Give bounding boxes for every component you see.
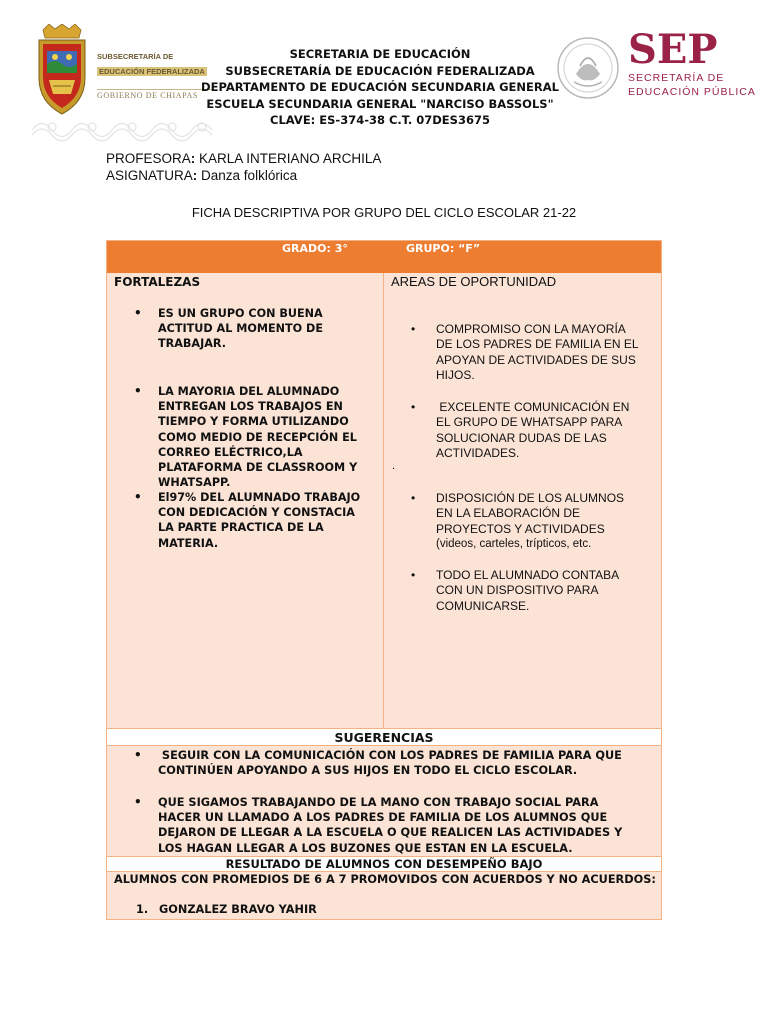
alumno-name: GONZALEZ BRAVO YAHIR <box>159 903 317 916</box>
area-item-1 <box>436 322 656 383</box>
fortaleza-2-line-2: ENTREGAN LOS TRABAJOS EN <box>158 400 343 414</box>
area-4-line-1: • TODO EL ALUMNADO CONTABA <box>436 568 620 582</box>
school-header <box>190 46 570 129</box>
grupo-label: GRUPO: “F” <box>406 242 481 255</box>
area-1-line-1: • COMPROMISO CON LA MAYORÍA <box>436 322 626 336</box>
header-line-5: CLAVE: ES-374-38 C.T. 07DES3675 <box>270 113 490 128</box>
areas-title: AREAS DE OPORTUNIDAD <box>391 274 557 289</box>
header-line-1: SECRETARIA DE EDUCACIÓN <box>289 47 471 61</box>
fortaleza-3-line-3: LA PARTE PRACTICA DE LA <box>158 521 324 535</box>
fortaleza-3-line-1: • El97% DEL ALUMNADO TRABAJO <box>158 491 361 504</box>
resultado-text: ALUMNOS CON PROMEDIOS DE 6 A 7 PROMOVIDOS CON ACUERDOS Y NO ACUERDOS: <box>114 873 656 886</box>
left-logo-line-3: GOBIERNO DE CHIAPAS <box>97 89 212 100</box>
sugerencia-1-line-1: • SEGUIR CON LA COMUNICACIÓN CON LOS PADRES DE FAMILIA PARA QUE <box>158 749 622 762</box>
area-item-4 <box>436 568 656 614</box>
header-line-2: SUBSECRETARÍA DE EDUCACIÓN FEDERALIZADA <box>225 63 535 78</box>
area-2-line-1: • EXCELENTE COMUNICACIÓN EN <box>436 400 630 414</box>
fortaleza-3-line-4: MATERIA. <box>158 536 219 550</box>
fortaleza-2-line-3: TIEMPO Y FORMA UTILIZANDO <box>158 415 349 429</box>
subject-label: ASIGNATURA <box>106 168 193 183</box>
header-line-3: DEPARTAMENTO DE EDUCACIÓN SECUNDARIA GENERAL <box>201 80 559 95</box>
fortaleza-1-line-1: • ES UN GRUPO CON BUENA <box>158 307 323 320</box>
mexico-national-seal-icon <box>556 36 620 100</box>
sugerencia-item-2 <box>158 795 654 856</box>
fortaleza-2-line-5: CORREO ELÉCTRICO,LA <box>158 445 303 459</box>
area-3-line-2: EN LA ELABORACIÓN DE <box>436 506 581 521</box>
fortaleza-2-line-4: COMO MEDIO DE RECEPCIÓN EL <box>158 430 357 444</box>
subject-value: Danza folklórica <box>201 168 298 183</box>
area-2-line-2: EL GRUPO DE WHATSAPP PARA <box>436 415 623 430</box>
area-item-2 <box>436 400 656 461</box>
sugerencia-2-line-1: • QUE SIGAMOS TRABAJANDO DE LA MANO CON TRABAJO SOCIAL PARA <box>158 796 599 809</box>
area-2-line-3: SOLUCIONAR DUDAS DE LAS <box>436 430 607 445</box>
left-logo-line-1: SUBSECRETARÍA DE <box>97 52 174 61</box>
left-logo-line-2: EDUCACIÓN FEDERALIZADA <box>99 67 205 76</box>
teacher-value: KARLA INTERIANO ARCHILA <box>199 151 382 166</box>
area-4-line-3: COMUNICARSE. <box>436 598 530 613</box>
document-title: FICHA DESCRIPTIVA POR GRUPO DEL CICLO ESCOLAR 21-22 <box>191 205 577 220</box>
grado-label: GRADO: 3° <box>282 242 348 255</box>
fortaleza-2-line-6: PLATAFORMA DE CLASSROOM Y <box>158 461 358 475</box>
alumno-number: 1. <box>136 903 149 916</box>
fortaleza-2-line-1: • LA MAYORIA DEL ALUMNADO <box>158 385 340 398</box>
sugerencia-2-line-3: DEJARON DE LLEGAR A LA ESCUELA O QUE REALICEN LAS ACTIVIDADES Y <box>158 826 623 840</box>
fortaleza-2-line-7: WHATSAPP. <box>158 476 231 490</box>
area-2-line-4: ACTIVIDADES. <box>436 445 520 460</box>
sugerencia-2-line-2: HACER UN LLAMADO A LOS PADRES DE FAMILIA DE LOS ALUMNOS QUE <box>158 811 608 825</box>
area-4-line-2: CON UN DISPOSITIVO PARA <box>436 583 599 598</box>
stray-dot: . <box>392 460 396 472</box>
resultado-title: RESULTADO DE ALUMNOS CON DESEMPEÑO BAJO <box>106 856 662 872</box>
fortaleza-item-1 <box>158 306 373 352</box>
alumno-item <box>136 903 317 916</box>
area-1-line-3: APOYAN DE ACTIVIDADES DE SUS <box>436 352 636 367</box>
sep-logo-line-1: SECRETARÍA DE <box>628 72 725 84</box>
sugerencia-2-line-4: LOS HAGAN LLEGAR A LOS BUZONES QUE ESTAN EN LA ESCUELA. <box>158 841 573 855</box>
sep-logo-line-2: EDUCACIÓN PÚBLICA <box>628 86 756 98</box>
fortaleza-3-line-2: CON DEDICACIÓN Y CONSTACIA <box>158 506 355 520</box>
fortaleza-item-2 <box>158 384 373 490</box>
table-header-row <box>106 240 662 273</box>
teacher-line: PROFESORA: KARLA INTERIANO ARCHILA <box>106 151 382 166</box>
area-item-3 <box>436 491 656 552</box>
sep-logo <box>628 26 758 98</box>
sugerencias-title: SUGERENCIAS <box>106 728 662 746</box>
area-1-line-2: DE LOS PADRES DE FAMILIA EN EL <box>436 337 639 352</box>
teacher-label: PROFESORA <box>106 151 191 166</box>
subject-line: ASIGNATURA: Danza folklórica <box>106 168 298 183</box>
area-3-note: (videos, carteles, trípticos, etc. <box>436 537 592 550</box>
sugerencia-1-line-2: CONTINÚEN APOYANDO A SUS HIJOS EN TODO EL CICLO ESCOLAR. <box>158 764 578 778</box>
fortalezas-title: FORTALEZAS <box>114 275 201 289</box>
area-1-line-4: HIJOS. <box>436 367 475 382</box>
fortaleza-1-line-3: TRABAJAR. <box>158 337 226 351</box>
sugerencia-item-1 <box>158 748 654 778</box>
area-3-line-3: PROYECTOS Y ACTIVIDADES <box>436 521 605 536</box>
header-line-4: ESCUELA SECUNDARIA GENERAL "NARCISO BASSOLS" <box>206 96 554 111</box>
fortaleza-1-line-2: ACTITUD AL MOMENTO DE <box>158 322 323 336</box>
chiapas-coat-of-arms-icon <box>33 24 91 116</box>
area-3-line-1: • DISPOSICIÓN DE LOS ALUMNOS <box>436 491 625 505</box>
sep-logo-big: SEP <box>628 26 718 73</box>
fortaleza-item-3 <box>158 490 373 551</box>
decorative-pattern-icon <box>30 115 215 145</box>
